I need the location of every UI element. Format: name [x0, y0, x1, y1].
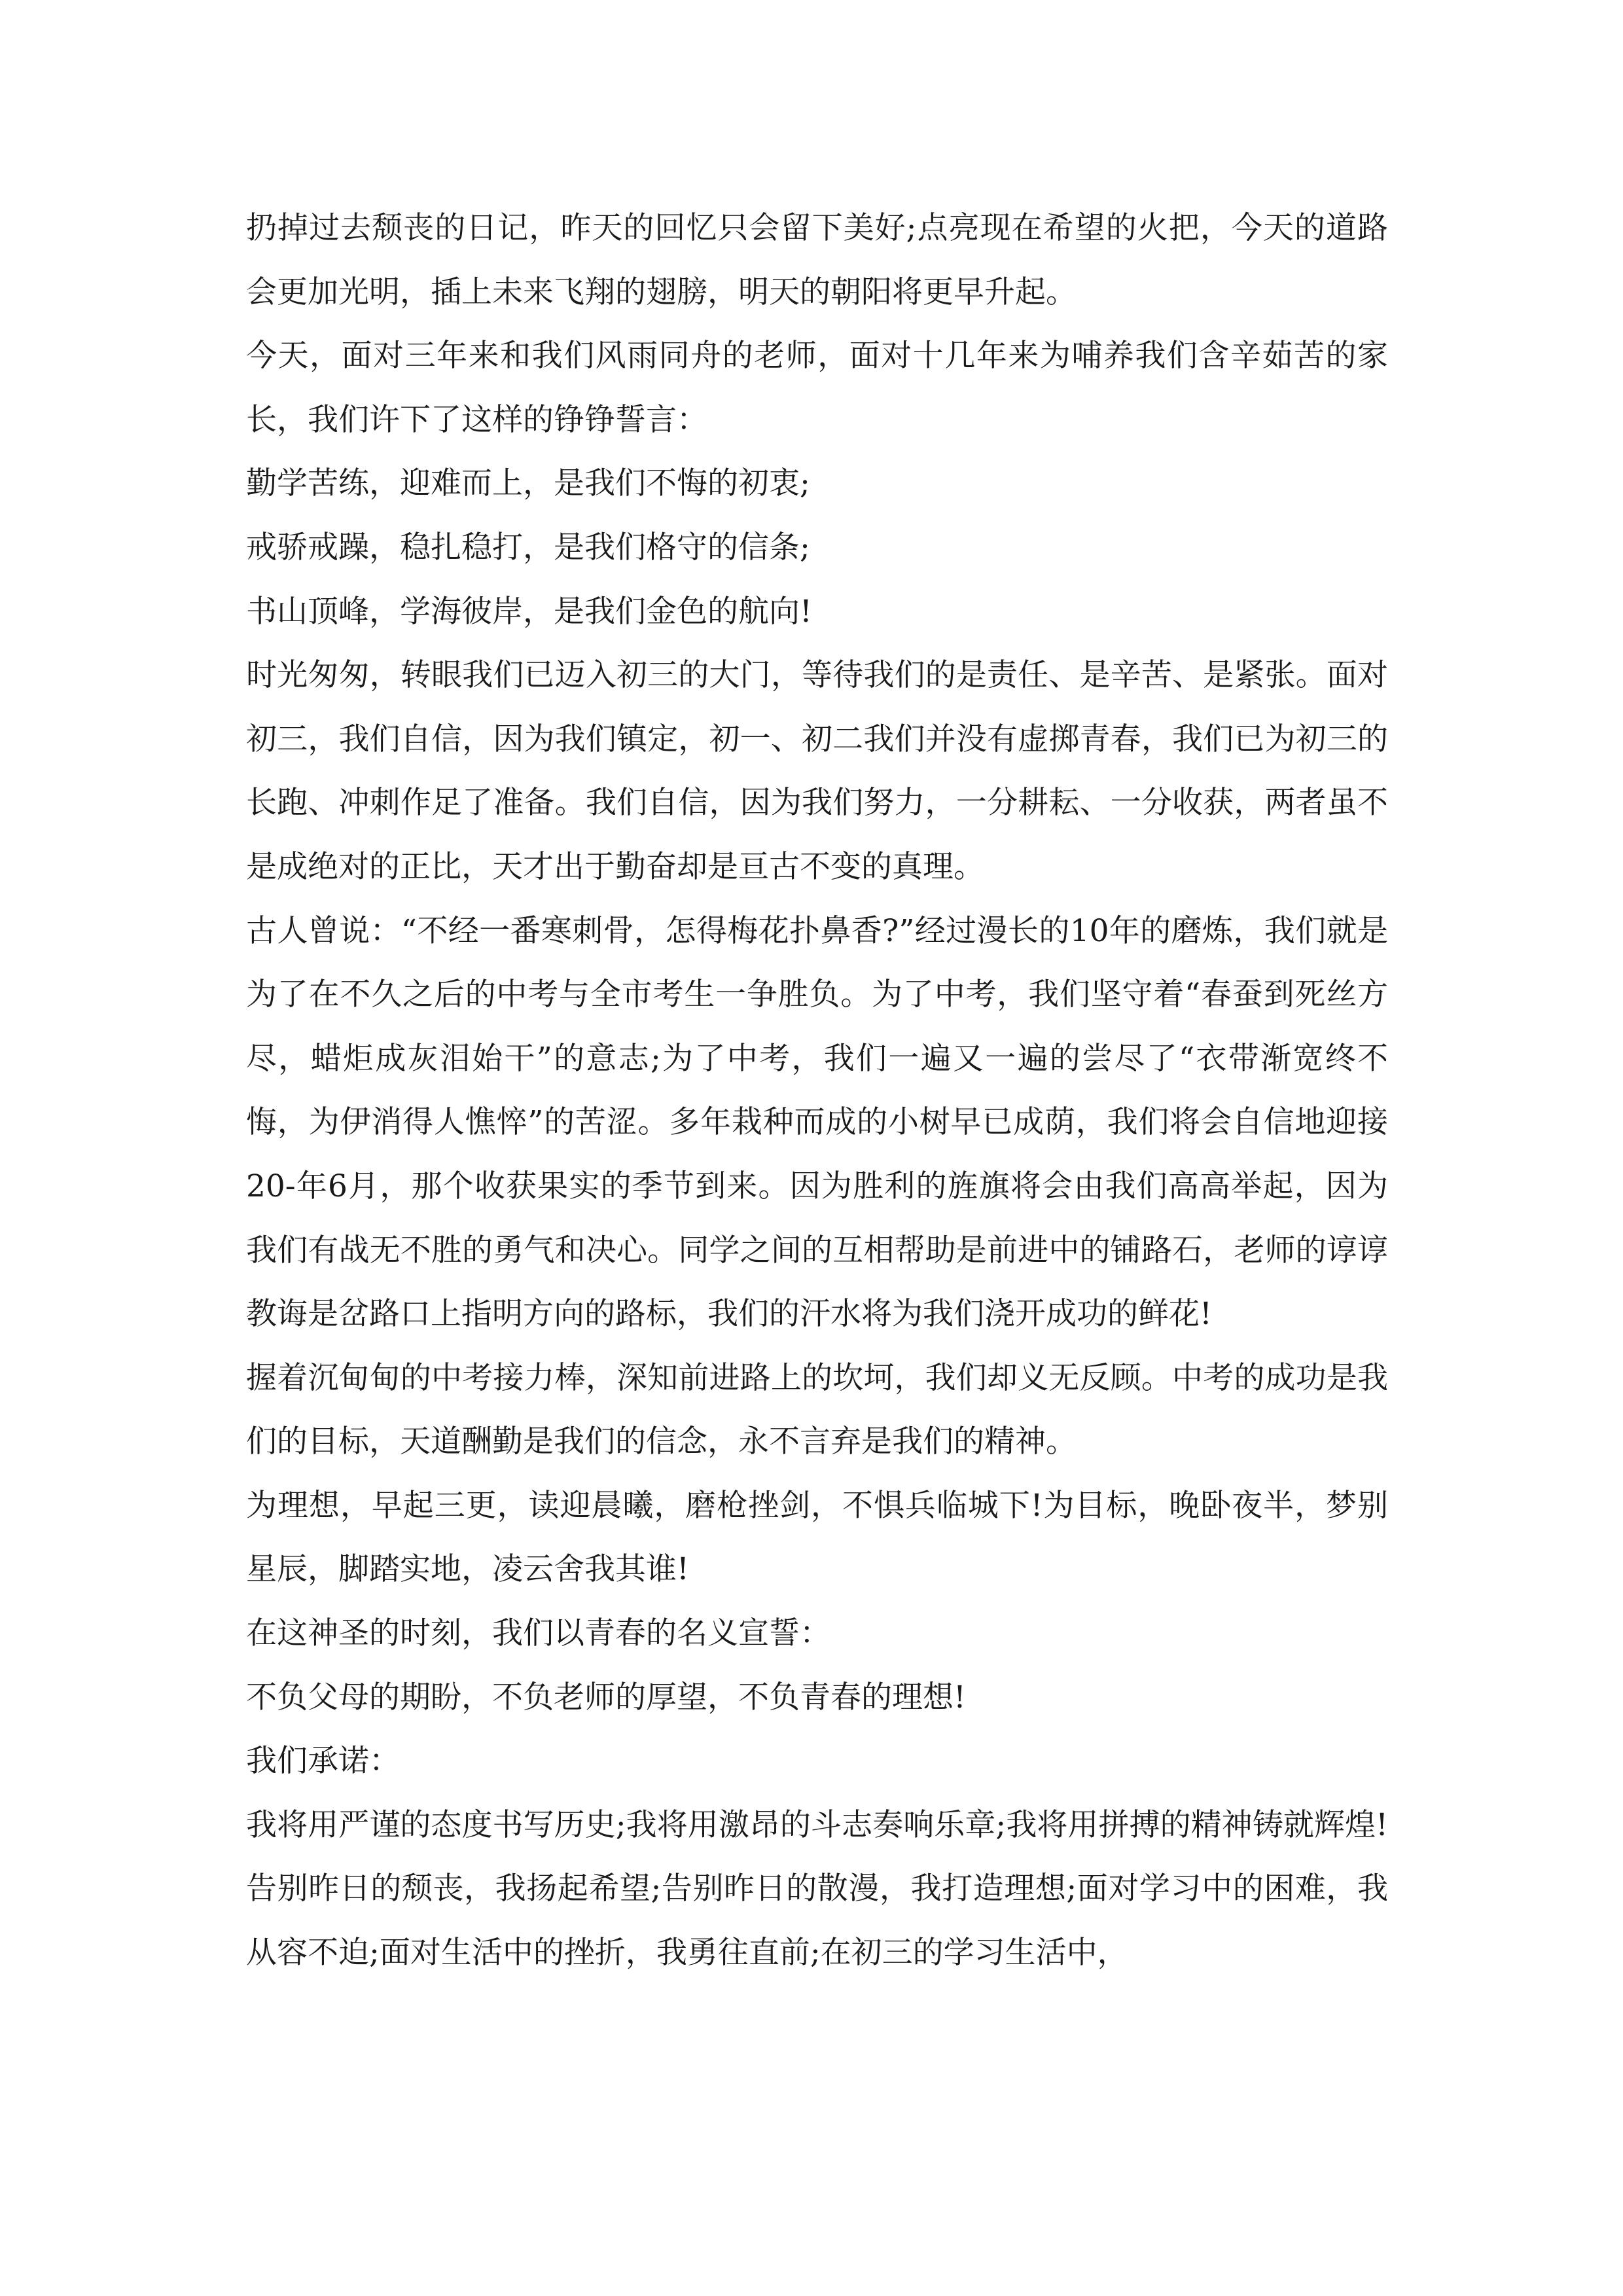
paragraph: 在这神圣的时刻，我们以青春的名义宣誓： — [246, 1615, 830, 1652]
paragraph: 我将用严谨的态度书写历史;我将用激昂的斗志奏响乐章;我将用拼搏的精神铸就辉煌!告别昨日的颓丧，我扬起希望;告别昨日的散漫，我打造理想;面对学习中的困难，我从容不迫;面对生活中的挫折，我勇往直前;在初三的学习生活中， — [246, 1806, 1388, 1971]
paragraph: 为理想，早起三更，读迎晨曦，磨枪挫剑，不惧兵临城下!为目标，晚卧夜半，梦别星辰，脚踏实地，凌云舍我其谁! — [246, 1487, 1388, 1588]
paragraph: 我们承诺： — [246, 1743, 400, 1780]
paragraph: 扔掉过去颓丧的日记，昨天的回忆只会留下美好;点亮现在希望的火把，今天的道路会更加光明，插上未来飞翔的翅膀，明天的朝阳将更早升起。 — [246, 210, 1388, 310]
paragraph: 戒骄戒躁，稳扎稳打，是我们格守的信条; — [246, 529, 810, 565]
document-body — [246, 196, 1388, 1985]
paragraph: 勤学苦练，迎难而上，是我们不悔的初衷; — [246, 465, 810, 502]
paragraph: 时光匆匆，转眼我们已迈入初三的大门，等待我们的是责任、是辛苦、是紧张。面对初三，我们自信，因为我们镇定，初一、初二我们并没有虚掷青春，我们已为初三的长跑、冲刺作足了准备。我们自信，因为我们努力，一分耕耘、一分收获，两者虽不是成绝对的正比，天才出于勤奋却是亘古不变的真理。 — [246, 657, 1388, 885]
paragraph: 古人曾说：“不经一番寒刺骨，怎得梅花扑鼻香?”经过漫长的10年的磨炼，我们就是为了在不久之后的中考与全市考生一争胜负。为了中考，我们坚守着“春蚕到死丝方尽，蜡炬成灰泪始干”的意志;为了中考，我们一遍又一遍的尝尽了“衣带渐宽终不悔，为伊消得人憔悴”的苦涩。多年栽种而成的小树早已成荫，我们将会自信地迎接20-年6月，那个收获果实的季节到来。因为胜利的旌旗将会由我们高高举起，因为我们有战无不胜的勇气和决心。同学之间的互相帮助是前进中的铺路石，老师的谆谆教诲是岔路口上指明方向的路标，我们的汗水将为我们浇开成功的鲜花! — [246, 912, 1388, 1333]
paragraph: 不负父母的期盼，不负老师的厚望，不负青春的理想! — [246, 1679, 966, 1715]
paragraph: 握着沉甸甸的中考接力棒，深知前进路上的坎坷，我们却义无反顾。中考的成功是我们的目标，天道酬勤是我们的信念，永不言弃是我们的精神。 — [246, 1359, 1388, 1460]
paragraph: 今天，面对三年来和我们风雨同舟的老师，面对十几年来为哺养我们含辛茹苦的家长，我们许下了这样的铮铮誓言： — [246, 338, 1388, 438]
paragraph: 书山顶峰，学海彼岸，是我们金色的航向! — [246, 593, 812, 630]
